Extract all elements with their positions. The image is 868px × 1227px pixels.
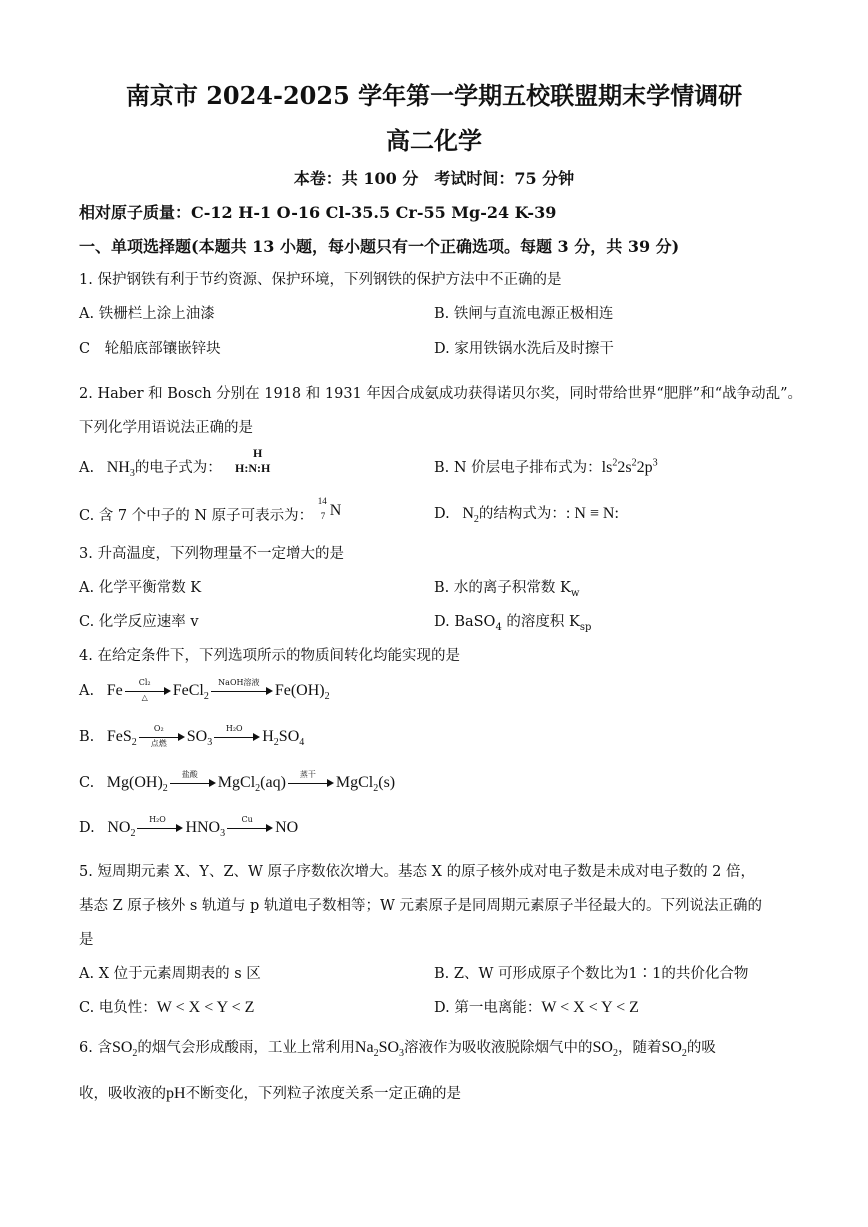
- q1-stem: 1. 保护钢铁有利于节约资源、保护环境，下列钢铁的保护方法中不正确的是: [79, 272, 562, 288]
- q6-stem-line1: 6. 含$SO_2$的烟气会形成酸雨，工业上常利用$Na_2SO_3$溶液作为吸收液脱除烟气中的$SO_2$，随着$SO_2$的吸: [79, 1039, 716, 1060]
- q5-stem-line1: 5. 短周期元素 X、Y、Z、W 原子序数依次增大。基态 X 的原子核外成对电子数是未成对电子数的 2 倍，: [79, 864, 756, 880]
- q2-option-d: D. $N_2$的结构式为：: N ≡ N:: [434, 505, 619, 526]
- q2-a-text: 的电子式为：: [134, 460, 222, 476]
- q2-option-a: [79, 456, 222, 479]
- q1-option-b: B. 铁闸与直流电源正极相连: [434, 306, 614, 322]
- q1-option-a: A. 铁栅栏上涂上油漆: [79, 306, 215, 322]
- q3-option-a: A. 化学平衡常数 K: [79, 580, 202, 596]
- q2-option-c: C. 含 7 个中子的 N 原子可表示为： 14 7 N: [79, 502, 348, 525]
- q2-a-formula: $NH_3$: [106, 459, 135, 480]
- q2-b-config: $ls^22s^22p^3$: [601, 457, 658, 476]
- q2-c-nuclide: 14 7 N: [317, 496, 342, 521]
- q3-stem: 3. 升高温度，下列物理量不一定增大的是: [79, 546, 344, 562]
- q1-option-c: C 轮船底部镶嵌锌块: [79, 341, 221, 357]
- q2-stem-line2: 下列化学用语说法正确的是: [79, 420, 253, 436]
- reaction-arrow: H₂O: [137, 821, 183, 835]
- q5-option-c: C. 电负性：W < X < Y < Z: [79, 999, 255, 1016]
- q2-a-lewis-structure: [232, 448, 282, 482]
- section-heading: 一、单项选择题(本题共 13 小题，每小题只有一个正确选项。每题 3 分，共 39 分): [79, 237, 680, 256]
- lewis-middle-row: H:N:H: [235, 461, 271, 475]
- q5-stem-line3: 是: [79, 932, 94, 948]
- q4-option-a: A. Fe Cl₂ △ FeCl$_2$ NaOH溶液 $Fe(OH)_2$: [79, 678, 330, 703]
- reaction-arrow: NaOH溶液: [211, 684, 273, 698]
- reaction-arrow: O₂ 点燃: [139, 730, 185, 744]
- reaction-arrow: Cl₂ △: [125, 684, 171, 698]
- exam-title: 南京市 2024-2025 学年第一学期五校联盟期末学情调研: [125, 81, 743, 110]
- q5-option-a: A. X 位于元素周期表的 s 区: [79, 966, 261, 982]
- q4-stem: 4. 在给定条件下，下列选项所示的物质间转化均能实现的是: [79, 648, 460, 664]
- exam-subject: 高二化学: [386, 126, 482, 155]
- q3-option-c: C. 化学反应速率 v: [79, 614, 199, 630]
- exam-info: 本卷：共 100 分 考试时间：75 分钟: [293, 169, 575, 188]
- q6-stem-line2: 收，吸收液的pH不断变化，下列粒子浓度关系一定正确的是: [79, 1085, 462, 1102]
- q2-stem-line1: 2. Haber 和 Bosch 分别在 1918 和 1931 年因合成氨成功获得诺贝尔奖，同时带给世界“肥胖”和“战争动乱”。: [79, 386, 803, 402]
- q2-option-b: B. N 价层电子排布式为：$ls^22s^22p^3$: [434, 457, 658, 476]
- q4-option-b: B. FeS$_2$ O₂ 点燃 $SO_3$ H₂O $H_2SO_4$: [79, 724, 305, 749]
- atomic-masses: 相对原子质量：C-12 H-1 O-16 Cl-35.5 Cr-55 Mg-24 K-39: [79, 203, 557, 222]
- lewis-top-h: H: [253, 446, 263, 460]
- q3-option-d: D. BaSO$_4$ 的溶度积 $K_{sp}$: [434, 614, 592, 633]
- q2-d-structure: : N ≡ N:: [565, 505, 619, 522]
- reaction-arrow: H₂O: [214, 730, 260, 744]
- q3-option-b: B. 水的离子积常数 $K_w$: [434, 580, 580, 599]
- reaction-arrow: Cu: [227, 821, 273, 835]
- q5-option-d: D. 第一电离能：W < X < Y < Z: [434, 999, 639, 1016]
- q5-option-b: B. Z、W 可形成原子个数比为1∶1的共价化合物: [434, 966, 749, 982]
- reaction-arrow: 蒸干: [288, 776, 334, 790]
- q1-option-d: D. 家用铁锅水洗后及时擦干: [434, 341, 614, 357]
- q5-stem-line2: 基态 Z 原子核外 s 轨道与 p 轨道电子数相等；W 元素原子是同周期元素原子半径最大的。下列说法正确的: [79, 898, 762, 914]
- q4-option-d: D. $NO_2$ H₂O $HNO_3$ Cu NO: [79, 815, 299, 840]
- q4-option-c: C. $Mg(OH)_2$ 盐酸 MgCl$_2$(aq) 蒸干 MgCl$_2$(s): [79, 770, 396, 795]
- reaction-arrow: 盐酸: [170, 776, 216, 790]
- q2-a-label: A.: [79, 460, 95, 476]
